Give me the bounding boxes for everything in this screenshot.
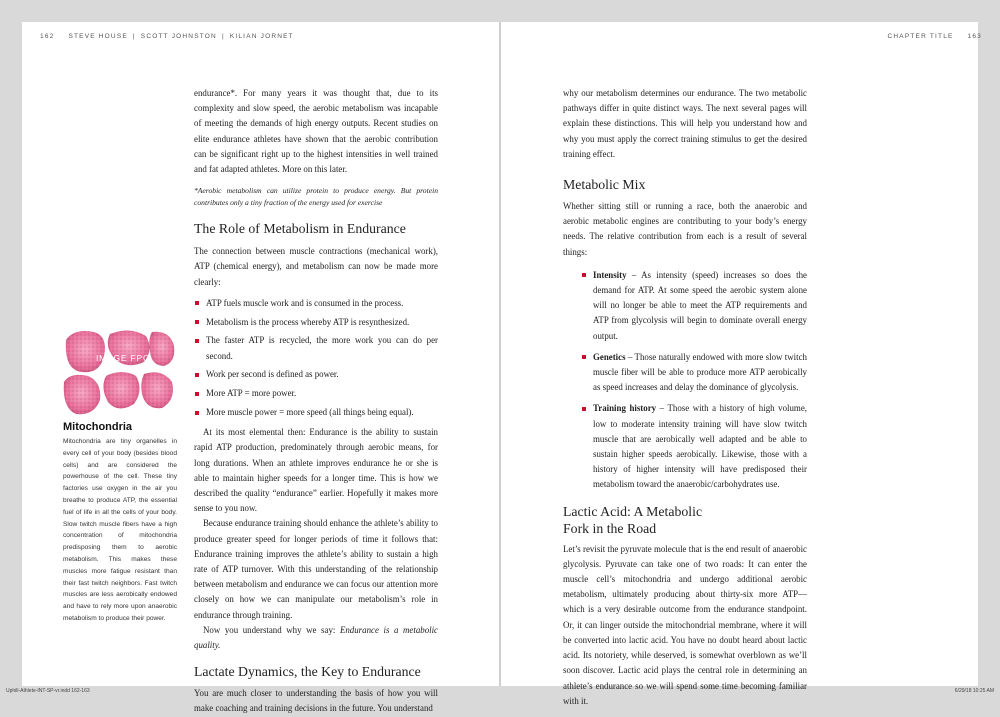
author-name: STEVE HOUSE bbox=[68, 33, 128, 40]
bullet-icon bbox=[195, 373, 199, 377]
author-name: SCOTT JOHNSTON bbox=[140, 33, 217, 40]
slug-file-info: Uphill-Athlete-INT-SP-vr.indd 162-163 bbox=[6, 688, 90, 694]
body-paragraph: At its most elemental then: Endurance is the ability to sustain rapid ATP production, predominately through aerobic means, for long durations. When an athlete improves endurance he or she is able to maintain higher speeds for a longer time. This is how we described the quality “endurance” earlier. Hopefully it makes more sense to you now. bbox=[194, 427, 438, 514]
bullet-icon bbox=[195, 339, 199, 343]
section-heading-lactate-dynamics: Lactate Dynamics, the Key to Endurance bbox=[194, 664, 421, 680]
bullet-icon bbox=[195, 320, 199, 324]
separator: | bbox=[132, 33, 136, 40]
muscle-tissue-image bbox=[60, 326, 178, 418]
chapter-title: CHAPTER TITLE bbox=[887, 33, 954, 40]
right-page-number: 163 bbox=[967, 33, 982, 40]
right-running-head bbox=[888, 33, 983, 40]
bullet-icon bbox=[195, 392, 199, 396]
sidebar-title: Mitochondria bbox=[63, 421, 133, 433]
author-name: KILIAN JORNET bbox=[229, 33, 294, 40]
left-main-column bbox=[194, 86, 438, 717]
section-intro: Whether sitting still or running a race, both the anaerobic and aerobic metabolic engines are contributing to your body’s energy needs. The relative contribution from each is a result of several things: bbox=[563, 201, 807, 257]
section-intro: The connection between muscle contractions (mechanical work), ATP (chemical energy), and metabolism can now be made more clearly: bbox=[194, 246, 438, 287]
list-item: More muscle power = more speed (all things being equal). bbox=[194, 405, 438, 420]
intro-paragraph: why our metabolism determines our endurance. The two metabolic pathways differ in quite distinct ways. The next several pages will explain these distinctions. This will help you understand how and why you must apply the correct training stimulus to get the desired training effect. bbox=[563, 88, 807, 159]
list-item: More ATP = more power. bbox=[194, 386, 438, 401]
list-item: Training history – Those with a history of high volume, low to moderate intensity training will have slow twitch muscle that are aerobically well adapted and be able to sustain higher speeds aerobically. Likewise, those with a history of higher intensity will have predisposed their metabolism toward the anaerobic/carbohydrates use. bbox=[581, 401, 807, 492]
left-running-head bbox=[40, 33, 294, 40]
right-main-column bbox=[563, 86, 807, 709]
bullet-term: Genetics bbox=[593, 351, 626, 362]
emphasis: Endurance is a metabolic quality. bbox=[194, 624, 438, 651]
list-item: ATP fuels muscle work and is consumed in the process. bbox=[194, 296, 438, 311]
section-heading-metabolic-mix: Metabolic Mix bbox=[563, 177, 646, 193]
bullet-icon bbox=[195, 411, 199, 415]
body-paragraph: You are much closer to understanding the basis of how you will make coaching and training decisions in the future. You understand bbox=[194, 688, 438, 714]
body-paragraph: Let’s revisit the pyruvate molecule that is the end result of anaerobic glycolysis. Pyruvate can take one of two roads: It can enter the muscle cell’s mitochondria and undergo additional aerobic metabolism, ultimately producing about thirty-six more ATP—which is a very desirable outcome from the endurance standpoint. Or, it can linger outside the mitochondrial membrane, where it will be converted into lactic acid. You have no doubt heard about lactic acid. Its notoriety, while deserved, is somewhat overblown as we’ll soon discover. Lactic acid plays the central role in determining an athlete’s endurance so we will spend some time becoming familiar with it. bbox=[563, 543, 807, 706]
list-item: Intensity – As intensity (speed) increases so does the demand for ATP. At some speed the aerobic system alone will no longer be able to meet the ATP requirements and ATP from glycolysis will begin to dominate overall energy output. bbox=[581, 268, 807, 344]
bullet-icon bbox=[582, 407, 586, 411]
intro-paragraph: endurance*. For many years it was thought that, due to its complexity and slow speed, the aerobic metabolism was incapable of meeting the demands of high energy outputs. Recent studies on elite endurance athletes have shown that the aerobic contribution can be significant right up to the highest intensities in well trained and fat adapted athletes. More on this later. bbox=[194, 88, 438, 175]
metabolism-bullet-list bbox=[194, 296, 438, 420]
sidebar-text: Mitochondria are tiny organelles in every cell of your body (besides blood cells) and are considered the powerhouse of the cell. These tiny factories use oxygen in the air you breathe to produce ATP, the essential fuel of life in all the cells of your body. Slow twitch muscle fibers have a high concentration of mitochondria predisposing them to aerobic metabolism. This makes these muscles more fatigue resistant than their fast twitch neighbors. Fast twitch muscles are less aerobically endowed and have to rely more upon anaerobic metabolism to produce their power. bbox=[63, 438, 177, 622]
image-fpo-label: IMAGE FPO bbox=[96, 353, 151, 363]
bullet-term: Intensity bbox=[593, 269, 627, 280]
section-heading-role-of-metabolism: The Role of Metabolism in Endurance bbox=[194, 221, 406, 237]
body-paragraph: Now you understand why we say: Endurance is a metabolic quality. bbox=[194, 624, 438, 651]
list-item: The faster ATP is recycled, the more work you can do per second. bbox=[194, 333, 438, 363]
section-heading-lactic-acid: Lactic Acid: A Metabolic Fork in the Road bbox=[563, 503, 703, 536]
bullet-icon bbox=[582, 273, 586, 277]
bullet-term: Training history bbox=[593, 403, 657, 414]
slug-timestamp: 6/29/18 10:25 AM bbox=[954, 688, 994, 694]
bullet-icon bbox=[195, 301, 199, 305]
mitochondria-image-placeholder bbox=[60, 326, 178, 418]
bullet-icon bbox=[582, 355, 586, 359]
list-item: Work per second is defined as power. bbox=[194, 367, 438, 382]
metabolic-mix-bullet-list bbox=[563, 268, 807, 493]
page-spine bbox=[499, 22, 501, 686]
body-paragraph: Because endurance training should enhance the athlete’s ability to produce greater speed for longer periods of time it follows that: Endurance training improves the athlete’s ability to sustain a high rate of ATP turnover. With this understanding of the relationship between metabolism and endurance we can focus our attention more closely on how we can manipulate our metabolism’s role in endurance through training. bbox=[194, 518, 438, 620]
list-item: Metabolism is the process whereby ATP is resynthesized. bbox=[194, 315, 438, 330]
separator: | bbox=[221, 33, 225, 40]
list-item: Genetics – Those naturally endowed with more slow twitch muscle fiber will be able to produce more ATP aerobically as speed increases and delay the dominance of glycolysis. bbox=[581, 350, 807, 396]
left-page-number: 162 bbox=[40, 33, 55, 40]
footnote: *Aerobic metabolism can utilize protein to produce energy. But protein contributes only a tiny fraction of the energy used for exercise bbox=[194, 186, 438, 208]
